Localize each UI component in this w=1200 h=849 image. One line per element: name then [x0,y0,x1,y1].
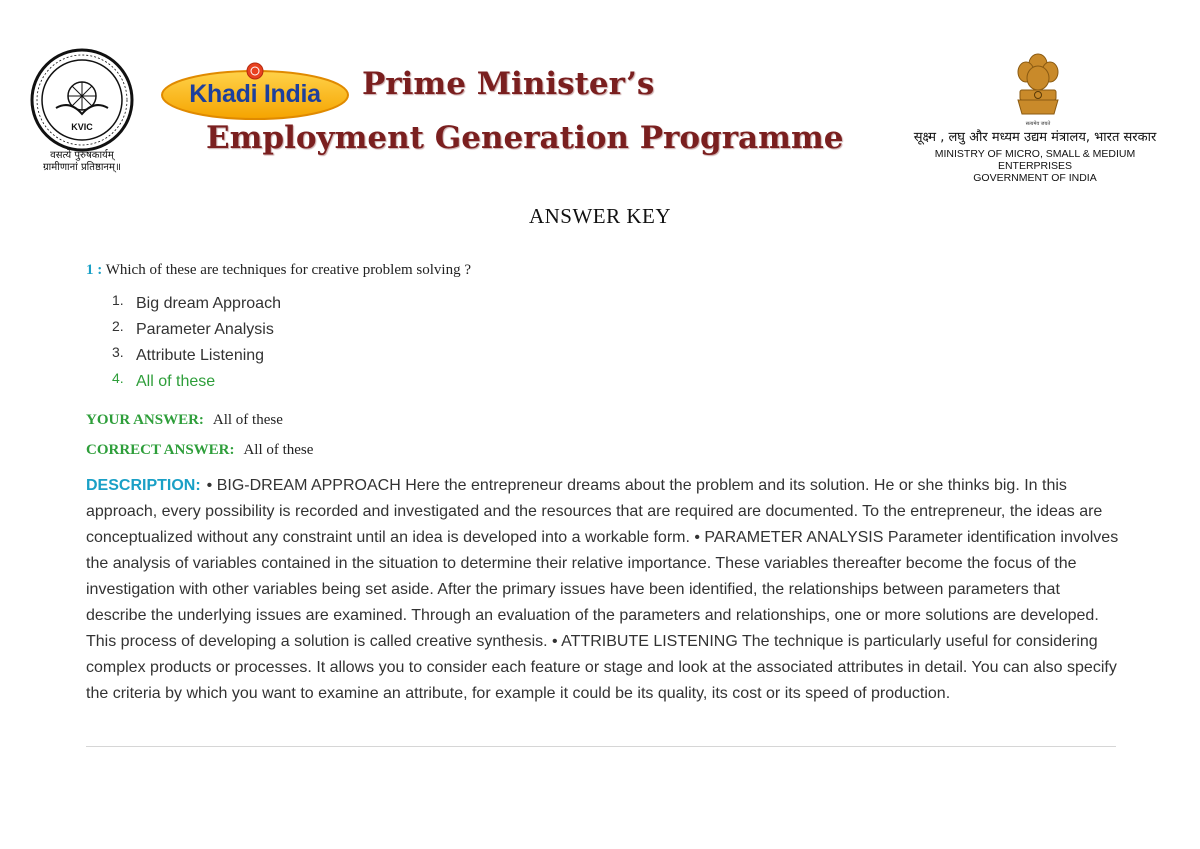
page-header [0,0,1200,190]
khadi-india-logo [160,62,352,122]
option-3-label: Attribute Listening [136,347,265,364]
ministry-name-english [900,148,1170,184]
your-answer-value: All of these [212,412,283,428]
option-1-number: 1. [112,292,124,308]
option-2-label: Parameter Analysis [136,321,274,338]
ministry-name-line1: MINISTRY OF MICRO, SMALL & MEDIUM ENTERPRISES [934,148,1136,172]
correct-answer-value: All of these [243,442,314,458]
option-3 [112,344,281,370]
option-1 [112,292,281,318]
option-2-number: 2. [112,318,124,334]
option-1-label: Big dream Approach [136,295,281,312]
your-answer-label: YOUR ANSWER: [86,412,204,428]
correct-answer-label: CORRECT ANSWER: [86,442,235,458]
answer-options-list [112,292,281,396]
correct-answer-row [86,442,313,459]
national-emblem-icon [1010,50,1066,120]
ministry-name-line2: GOVERNMENT OF INDIA [973,172,1097,184]
emblem-caption: सत्यमेव जयते [1025,121,1051,127]
question-number: 1 : [86,262,103,278]
option-2 [112,318,281,344]
kvic-motto [22,150,142,174]
programme-title-line2: Employment Generation Programme [206,120,844,156]
kvic-seal-logo [30,48,134,152]
page-title: ANSWER KEY [528,204,672,228]
your-answer-row [86,412,283,429]
question-text [86,262,471,279]
ministry-name-hindi: सूक्ष्म , लघु और मध्यम उद्यम मंत्रालय, भारत सरकार [913,130,1157,145]
description-label: DESCRIPTION: [86,477,201,494]
kvic-motto-line1: वसत्ये पुरुषकार्यम् [50,150,114,161]
option-4-correct [112,370,281,396]
programme-title-line1: Prime Minister’s [362,66,655,102]
description-paragraph [86,473,1120,707]
bottom-divider [86,746,1116,747]
option-4-label: All of these [136,373,216,390]
question-body: Which of these are techniques for creative problem solving ? [105,262,472,278]
option-4-number: 4. [112,370,124,386]
description-text: • BIG-DREAM APPROACH Here the entrepreneur dreams about the problem and its solution. He or she thinks big. In this approach, every possibility is recorded and investigated and the resources that are required are documented. To the entrepreneur, the ideas are conceptualized without any constraint until an idea is developed into a workable form. • PARAMETER ANALYSIS Parameter identification involves the analysis of variables contained in the situation to determine their relative importance. These variables thereafter become the focus of the investigation with other variables being set aside. After the primary issues have been identified, the relationships between parameters that describe the underlying issues are examined. Through an evaluation of the parameters and relationships, one or more solutions are developed. This process of developing a solution is called creative synthesis. • ATTRIBUTE LISTENING The technique is particularly useful for considering complex products or processes. It allows you to consider each feature or stage and look at the associated attributes in detail. You can also specify the criteria by which you want to examine an attribute, for example it could be its quality, its cost or its speed of production. [86,477,1119,702]
khadi-india-text: Khadi India [189,80,321,108]
kvic-motto-line2: ग्रामीणानां प्रतिष्ठानम्॥ [43,162,121,173]
kvic-seal-text: KVIC [71,122,93,132]
option-3-number: 3. [112,344,124,360]
